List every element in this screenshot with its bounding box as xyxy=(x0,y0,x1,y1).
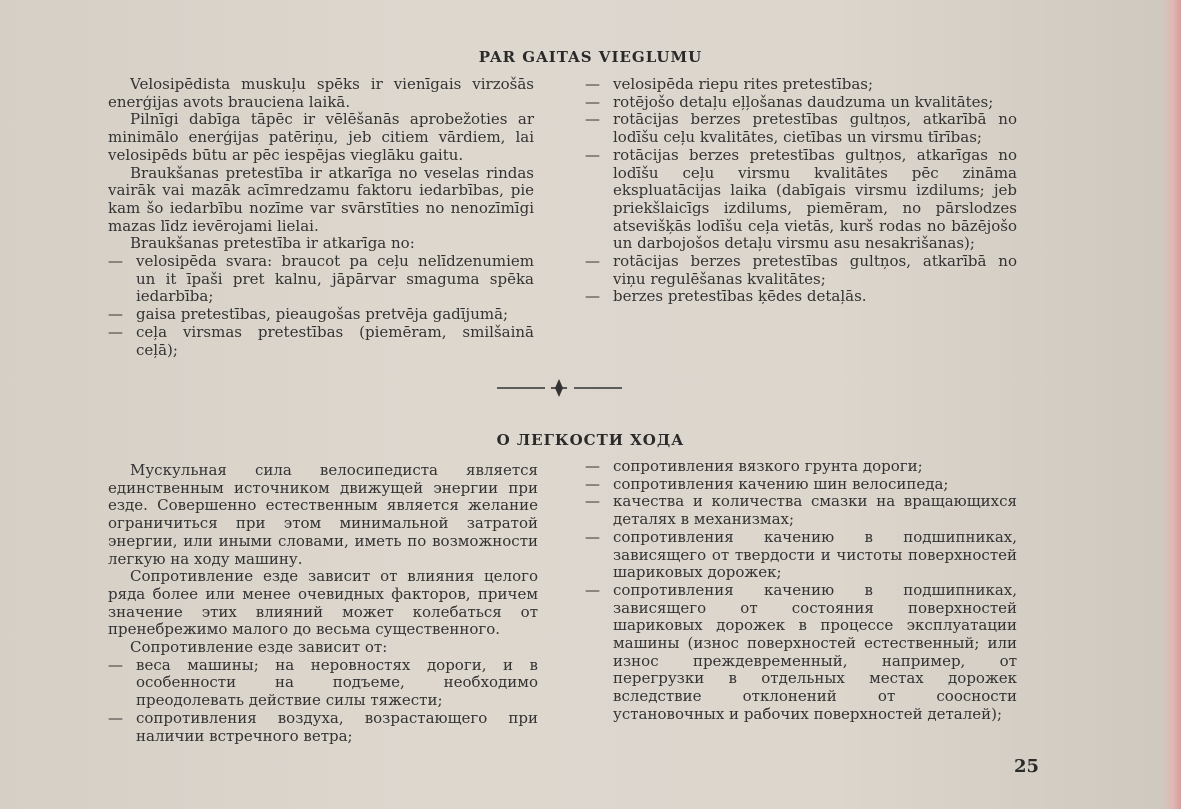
dash-marker: — xyxy=(108,252,123,271)
dash-marker: — xyxy=(108,322,123,341)
paragraph: Pilnīgi dabīga tāpēc ir vēlēšanās aprobežoties ar minimālo enerģijas patēriņu, jeb citiem vārdiem, lai velosipēds būtu ar pēc iespējas vieglāku gaitu. xyxy=(108,110,534,164)
list-item xyxy=(108,253,534,306)
dash-marker: — xyxy=(585,287,600,306)
list-item xyxy=(108,324,534,359)
dash-marker: — xyxy=(585,492,600,511)
list-item-text: rotācijas berzes pretestības gultņos, atkarībā no viņu regulēšanas kvalitātes; xyxy=(613,252,1017,288)
list-item-text: gaisa pretestības, pieaugošas pretvēja gadījumā; xyxy=(136,305,509,324)
list-item-text: сопротивления качению в подшипниках, зависящего от состояния поверхностей шариковых дорожек в процессе эксплуатации машины (износ поверхностей естественный; или износ преждевременный, например, от перегрузки в отдельных местах дорожек вследствие отклонений от соосности установочных и рабочих поверхностей деталей); xyxy=(613,580,1017,723)
latvian-right-column xyxy=(585,76,1017,306)
dash-marker: — xyxy=(585,252,600,271)
dash-marker: — xyxy=(585,145,600,164)
dash-marker: — xyxy=(108,655,123,674)
paragraph: Сопротивление езде зависит от влияния целого ряда более или менее очевидных факторов, причем значение этих влияний может колебаться от пренебрежимо малого до весьма существенного. xyxy=(108,567,538,639)
list-item-text: сопротивления качению в подшипниках, зависящего от твердости и чистоты поверхностей шариковых дорожек; xyxy=(613,527,1017,582)
list-item-text: rotācijas berzes pretestības gultņos, atkarīgas no lodīšu ceļu virsmu kvalitātes pēc zināma ekspluatācijas laika (dabīgais virsmu izdilums; jeb priekšlaicīgs izdilums, piemēram, no pārslodzes atsevišķās lodīšu ceļa vietās, kurš rodas no bāzējošo un darbojošos detaļu virsmu asu nesakrišanas); xyxy=(613,145,1017,253)
dash-marker: — xyxy=(585,474,600,493)
list-item xyxy=(585,94,1017,112)
list-item-text: ceļa virsmas pretestības (piemēram, smilšainā ceļā); xyxy=(136,322,534,359)
russian-section-title: О ЛЕГКОСТИ ХОДА xyxy=(496,431,685,449)
list-item-text: сопротивления качению шин велосипеда; xyxy=(613,474,949,493)
list-item xyxy=(585,288,1017,306)
list-item xyxy=(585,111,1017,146)
dash-marker: — xyxy=(585,457,600,475)
list-item-text: сопротивления вязкого грунта дороги; xyxy=(613,457,923,475)
list-item-text: berzes pretestības ķēdes detaļās. xyxy=(613,287,867,306)
list-item-text: rotējošo detaļu eļļošanas daudzuma un kvalitātes; xyxy=(613,92,994,111)
section-divider-ornament xyxy=(497,378,622,398)
list-item xyxy=(585,76,1017,94)
dash-marker: — xyxy=(585,527,600,546)
list-item-text: rotācijas berzes pretestības gultņos, atkarībā no lodīšu ceļu kvalitātes, cietības un virsmu tīrības; xyxy=(613,110,1017,147)
list-item xyxy=(585,529,1017,582)
dash-marker: — xyxy=(585,92,600,111)
dash-marker: — xyxy=(585,110,600,129)
russian-right-column xyxy=(585,458,1017,724)
list-item xyxy=(585,582,1017,724)
page-edge xyxy=(1163,0,1181,809)
paragraph: Braukšanas pretestība ir atkarīga no veselas rindas vairāk vai mazāk acīmredzamu faktoru iedarbības, pie kam šo iedarbību nozīme var svārstīties no nenozīmīgi mazas līdz ievērojami lielai. xyxy=(108,163,534,235)
list-item xyxy=(108,306,534,324)
russian-left-column xyxy=(108,462,538,745)
paragraph: Мускульная сила велосипедиста является единственным источником движущей энергии при езде. Совершенно естественным является желание ограничиться при этом минимальной затратой энергии, или иными словами, иметь по возможности легкую на ходу машину. xyxy=(108,461,538,568)
dash-marker: — xyxy=(108,305,123,324)
dash-marker: — xyxy=(585,75,600,93)
list-item-text: velosipēda riepu rites pretestības; xyxy=(613,75,874,93)
latvian-left-column xyxy=(108,76,534,359)
dash-marker: — xyxy=(108,708,123,727)
list-item-text: velosipēda svara: braucot pa ceļu nelīdzenumiem un it īpaši pret kalnu, jāpārvar smaguma spēka iedarbība; xyxy=(136,252,534,306)
list-item xyxy=(585,493,1017,528)
dash-marker: — xyxy=(585,580,600,599)
list-item xyxy=(108,657,538,710)
latvian-section-title: PAR GAITAS VIEGLUMU xyxy=(478,48,703,66)
list-item xyxy=(585,253,1017,288)
page-number: 25 xyxy=(1013,756,1039,777)
list-item xyxy=(108,710,538,745)
paragraph: Velosipēdista muskuļu spēks ir vienīgais virzošās enerģijas avots brauciena laikā. xyxy=(108,75,534,111)
list-item xyxy=(585,476,1017,494)
paragraph: Braukšanas pretestība ir atkarīga no: xyxy=(130,234,415,253)
list-item-text: веса машины; на неровностях дороги, и в особенности на подъеме, необходимо преодолевать действие силы тяжести; xyxy=(136,655,538,710)
list-item xyxy=(585,458,1017,476)
list-item-text: качества и количества смазки на вращающихся деталях в механизмах; xyxy=(613,492,1017,529)
paragraph: Сопротивление езде зависит от: xyxy=(130,638,388,657)
list-item-text: сопротивления воздуха, возрастающего при наличии встречного ветра; xyxy=(136,708,538,745)
list-item xyxy=(585,147,1017,253)
